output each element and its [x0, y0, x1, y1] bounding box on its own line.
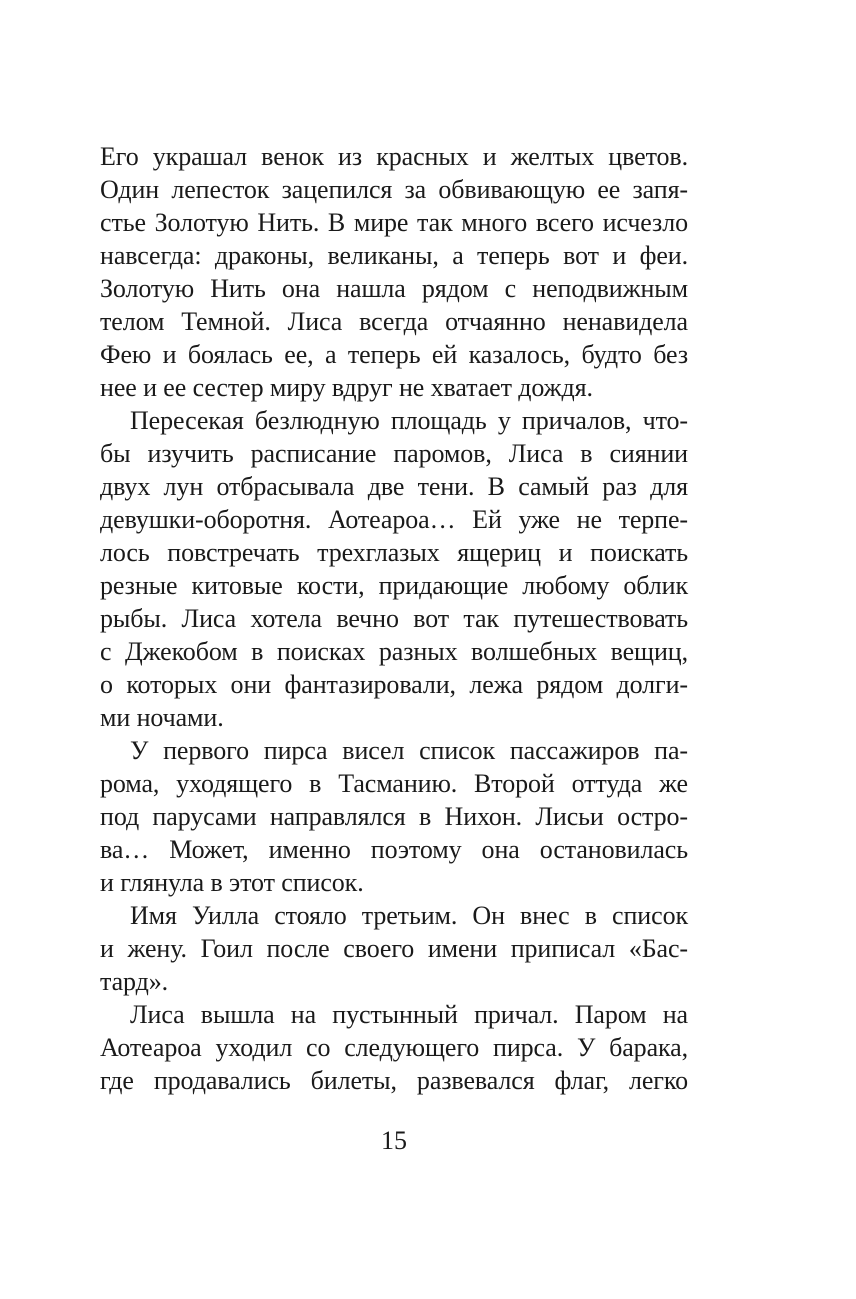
text-line: и жену. Гоил после своего имени приписал «Бас-	[100, 934, 688, 963]
text-block	[100, 140, 688, 1097]
paragraph	[100, 140, 688, 404]
text-line: ва… Может, именно поэтому она остановилась	[100, 835, 688, 864]
page-number: 15	[381, 1126, 407, 1155]
text-line: девушки-оборотня. Аотеароа… Ей уже не терпе-	[100, 505, 688, 534]
text-line: с Джекобом в поисках разных волшебных вещиц,	[100, 637, 688, 666]
text-line: двух лун отбрасывала две тени. В самый раз для	[100, 472, 688, 501]
text-line: Имя Уилла стояло третьим. Он внес в список	[130, 901, 688, 930]
text-line: телом Темной. Лиса всегда отчаянно ненавидела	[100, 307, 688, 336]
text-line: навсегда: драконы, великаны, а теперь вот и феи.	[100, 241, 688, 270]
text-line: рыбы. Лиса хотела вечно вот так путешествовать	[100, 604, 688, 633]
text-line: Пересекая безлюдную площадь у причалов, что-	[130, 406, 688, 435]
text-line: У первого пирса висел список пассажиров па-	[130, 736, 688, 765]
text-line: лось повстречать трехглазых ящериц и поискать	[100, 538, 688, 567]
text-line: стье Золотую Нить. В мире так много всего исчезло	[100, 208, 688, 237]
text-line: и глянула в этот список.	[100, 868, 364, 897]
paragraph	[100, 734, 688, 899]
text-line: бы изучить расписание паромов, Лиса в сиянии	[100, 439, 688, 468]
text-line: Фею и боялась ее, а теперь ей казалось, будто без	[100, 340, 688, 369]
text-line: тард».	[100, 967, 169, 996]
paragraph	[100, 404, 688, 734]
text-line: рома, уходящего в Тасманию. Второй оттуда же	[100, 769, 688, 798]
text-line: Золотую Нить она нашла рядом с неподвижным	[100, 274, 688, 303]
text-line: где продавались билеты, развевался флаг, легко	[100, 1066, 688, 1095]
text-line: Аотеароа уходил со следующего пирса. У барака,	[100, 1033, 688, 1062]
text-line: ми ночами.	[100, 703, 224, 732]
text-line: нее и ее сестер миру вдруг не хватает дождя.	[100, 373, 593, 402]
paragraph	[100, 998, 688, 1097]
text-line: о которых они фантазировали, лежа рядом долги-	[100, 670, 688, 699]
text-line: под парусами направлялся в Нихон. Лисьи остро-	[100, 802, 688, 831]
text-line: Его украшал венок из красных и желтых цветов.	[100, 142, 688, 171]
paragraph	[100, 899, 688, 998]
text-line: Лиса вышла на пустынный причал. Паром на	[130, 1000, 688, 1029]
text-line: Один лепесток зацепился за обвивающую ее запя-	[100, 175, 688, 204]
text-line: резные китовые кости, придающие любому облик	[100, 571, 688, 600]
